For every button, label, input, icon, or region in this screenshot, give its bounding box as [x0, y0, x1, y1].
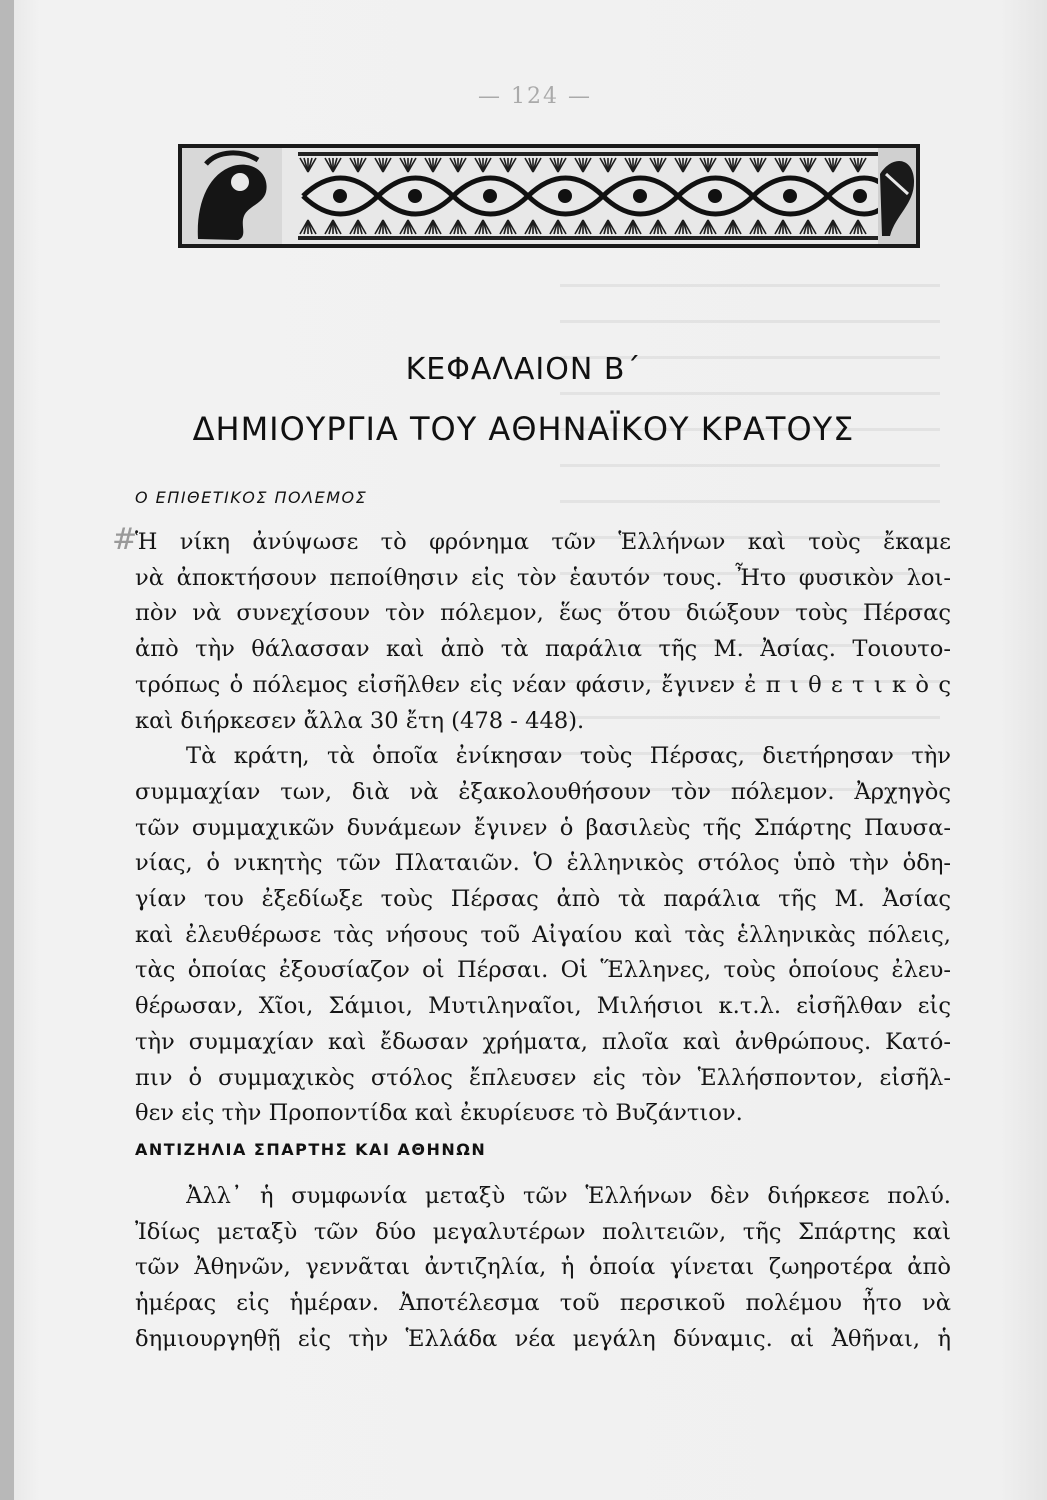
- text-line: πιν ὁ συμμαχικὸς στόλος ἔπλευσεν εἰς τὸν Ἑλλήσποντον, εἰσῆλ-: [135, 1064, 951, 1091]
- text-line: Ἰδίως μεταξὺ τῶν δύο μεγαλυτέρων πολιτειῶν, τῆς Σπάρτης καὶ: [135, 1218, 951, 1245]
- section-heading-rivalry: ΑΝΤΙΖΗΛΙΑ ΣΠΑΡΤΗΣ ΚΑΙ ΑΘΗΝΩΝ: [135, 1140, 487, 1159]
- ornamental-banner: [178, 144, 920, 248]
- text-line: ἡμέρας εἰς ἡμέραν. Ἀποτέλεσμα τοῦ περσικοῦ πολέμου ἦτο νὰ: [135, 1290, 951, 1317]
- text-line: πὸν νὰ συνεχίσουν τὸν πόλεμον, ἕως ὅτου διώξουν τοὺς Πέρσας: [135, 600, 951, 627]
- text-line: νὰ ἀποκτήσουν πεποίθησιν εἰς τὸν ἑαυτόν τους. Ἦτο φυσικὸν λοι-: [135, 564, 951, 591]
- text-line: τὴν συμμαχίαν καὶ ἔδωσαν χρήματα, πλοῖα καὶ ἀνθρώπους. Κατό-: [135, 1028, 951, 1055]
- text-line: καὶ ἐλευθέρωσε τὰς νήσους τοῦ Αἰγαίου καὶ τὰς ἑλληνικὰς πόλεις,: [135, 921, 951, 948]
- text-line: ἀπὸ τὴν θάλασσαν καὶ ἀπὸ τὰ παράλια τῆς Μ. Ἀσίας. Τοιουτο-: [135, 636, 951, 663]
- margin-pencil-mark: #: [112, 522, 138, 557]
- left-figure-ornament: [182, 148, 282, 244]
- text-line: τῶν συμμαχικῶν δυνάμεων ἔγινεν ὁ βασιλεὺς τῆς Σπάρτης Παυσα-: [135, 814, 951, 841]
- text-line: θεν εἰς τὴν Προποντίδα καὶ ἐκυρίευσε τὸ Βυζάντιον.: [135, 1100, 743, 1127]
- page-spine-shadow: [0, 0, 14, 1500]
- text-line: συμμαχίαν των, διὰ νὰ ἐξακολουθήσουν τὸν πόλεμον. Ἀρχηγὸς: [135, 778, 951, 805]
- text-line: τῶν Ἀθηνῶν, γεννᾶται ἀντιζηλία, ἡ ὁποία γίνεται ζωηροτέρα ἀπὸ: [135, 1254, 951, 1281]
- text-line: νίας, ὁ νικητὴς τῶν Πλαταιῶν. Ὁ ἑλληνικὸς στόλος ὑπὸ τὴν ὁδη-: [135, 850, 951, 877]
- text-line: γίαν του ἐξεδίωξε τοὺς Πέρσας ἀπὸ τὰ παράλια τῆς Μ. Ἀσίας: [135, 886, 951, 912]
- right-figure-ornament: [878, 148, 916, 244]
- chapter-number: ΚΕΦΑΛΑΙΟΝ Β΄: [405, 352, 642, 387]
- text-line: τρόπως ὁ πόλεμος εἰσῆλθεν εἰς νέαν φάσιν, ἔγινεν ἐ π ι θ ε τ ι κ ὸ ς: [135, 671, 951, 698]
- chapter-title: ΔΗΜΙΟΥΡΓΙΑ ΤΟΥ ΑΘΗΝΑΪΚΟΥ ΚΡΑΤΟΥΣ: [192, 410, 855, 448]
- page-number: — 124 —: [478, 84, 592, 109]
- text-line: τὰς ὁποίας ἐξουσίαζον οἱ Πέρσαι. Οἱ Ἕλληνες, τοὺς ὁποίους ἐλευ-: [135, 957, 951, 984]
- text-line: Ἡ νίκη ἀνύψωσε τὸ φρόνημα τῶν Ἑλλήνων καὶ τοὺς ἔκαμε: [135, 529, 951, 555]
- text-line: Τὰ κράτη, τὰ ὁποῖα ἐνίκησαν τοὺς Πέρσας, διετήρησαν τὴν: [186, 743, 951, 770]
- section-heading-offensive-war: Ο ΕΠΙΘΕΤΙΚΟΣ ΠΟΛΕΜΟΣ: [135, 488, 368, 507]
- text-line: Ἀλλ᾽ ἡ συμφωνία μεταξὺ τῶν Ἑλλήνων δὲν διήρκεσε πολύ.: [186, 1183, 951, 1209]
- text-line: καὶ διήρκεσεν ἄλλα 30 ἔτη (478 - 448).: [135, 707, 585, 734]
- text-line: δημιουργηθῇ εἰς τὴν Ἑλλάδα νέα μεγάλη δύναμις. αἱ Ἀθῆναι, ἡ: [135, 1325, 951, 1352]
- text-line: θέρωσαν, Χῖοι, Σάμιοι, Μυτιληναῖοι, Μιλήσιοι κ.τ.λ. εἰσῆλθαν εἰς: [135, 993, 951, 1020]
